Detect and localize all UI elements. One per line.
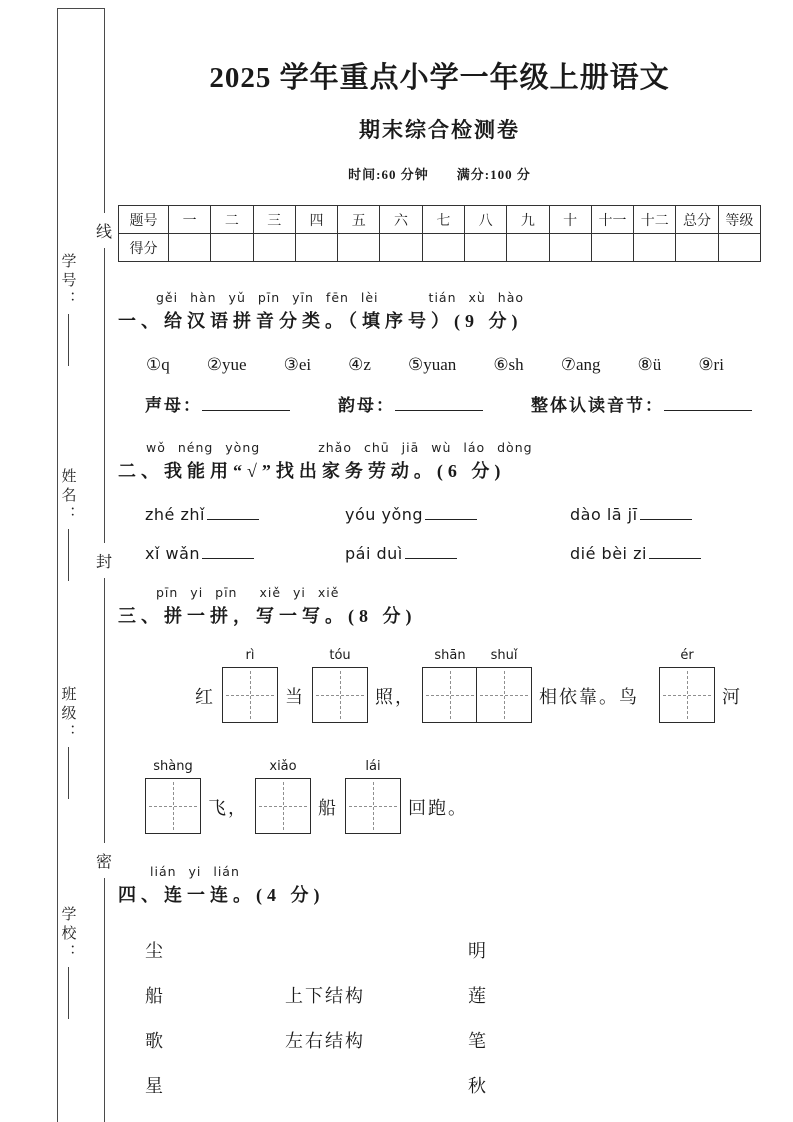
grid-cell bbox=[476, 648, 532, 723]
seal-char-mi: 密 bbox=[95, 843, 113, 878]
housework-item-pinyin: zhé zhǐ bbox=[145, 505, 205, 524]
pinyin-option: ③ei bbox=[283, 355, 312, 374]
binding-line-top bbox=[57, 8, 105, 9]
whole-syllable-blank bbox=[531, 391, 752, 416]
score-cell[interactable] bbox=[591, 234, 633, 262]
housework-item-pinyin: pái duì bbox=[345, 544, 403, 563]
pinyin-option: ⑤yuan bbox=[407, 355, 457, 374]
write-line-2 bbox=[145, 759, 761, 834]
grid-cell bbox=[145, 759, 201, 834]
name-field[interactable] bbox=[55, 468, 81, 581]
writing-grid[interactable] bbox=[312, 667, 368, 723]
whole-syllable-answer-line[interactable] bbox=[664, 395, 752, 411]
check-blank[interactable] bbox=[207, 506, 259, 520]
score-col: 九 bbox=[507, 206, 549, 234]
score-cell[interactable] bbox=[253, 234, 295, 262]
section-4-pinyin-part1: lián yi lián bbox=[150, 864, 240, 879]
housework-item bbox=[145, 505, 345, 524]
seal-char-xian: 线 bbox=[95, 213, 113, 248]
score-col: 六 bbox=[380, 206, 422, 234]
housework-item-pinyin: yóu yǒng bbox=[345, 505, 424, 524]
pinyin-options-row bbox=[146, 355, 724, 375]
write-line-1 bbox=[195, 648, 761, 723]
match-right-item[interactable]: 莲 bbox=[468, 986, 486, 1006]
score-table-score-row bbox=[119, 234, 761, 262]
seal-char-feng: 封 bbox=[95, 543, 113, 578]
housework-item bbox=[145, 544, 345, 563]
section-3-pinyin bbox=[118, 585, 761, 601]
score-col: 五 bbox=[338, 206, 380, 234]
score-row-label: 得分 bbox=[119, 234, 169, 262]
section-3-pinyin-part1: pīn yi pīn bbox=[156, 585, 238, 600]
pinyin-option: ⑥sh bbox=[493, 355, 524, 374]
match-left-item[interactable]: 歌 bbox=[145, 1031, 163, 1051]
check-blank[interactable] bbox=[649, 545, 701, 559]
name-label: 姓名： bbox=[59, 468, 76, 525]
writing-grid[interactable] bbox=[345, 778, 401, 834]
score-col: 一 bbox=[169, 206, 211, 234]
grid-cell bbox=[659, 648, 715, 723]
writing-grid[interactable] bbox=[255, 778, 311, 834]
matching-exercise bbox=[145, 929, 761, 1109]
match-right-column bbox=[468, 929, 486, 1109]
grid-cell bbox=[255, 759, 311, 834]
finals-label: 韵母： bbox=[338, 396, 395, 415]
score-cell[interactable] bbox=[507, 234, 549, 262]
write-text: 船 bbox=[318, 798, 338, 818]
score-cell[interactable] bbox=[295, 234, 337, 262]
check-blank[interactable] bbox=[405, 545, 457, 559]
grid-pinyin: tóu bbox=[329, 648, 351, 663]
section-4 bbox=[118, 864, 761, 1109]
write-text: 当 bbox=[285, 687, 305, 707]
section-3-title: 三、拼一拼，写一写。(8 分) bbox=[118, 606, 417, 626]
section-4-title: 四、连一连。(4 分) bbox=[118, 885, 325, 905]
write-text: 照， bbox=[375, 687, 415, 707]
match-middle-spacer bbox=[285, 929, 468, 974]
housework-items bbox=[145, 505, 761, 563]
housework-item bbox=[570, 544, 761, 563]
match-left-item[interactable]: 尘 bbox=[145, 941, 163, 961]
whole-syllable-label: 整体认读音节： bbox=[531, 396, 664, 415]
score-col: 三 bbox=[253, 206, 295, 234]
score-cell[interactable] bbox=[338, 234, 380, 262]
score-cell[interactable] bbox=[634, 234, 676, 262]
write-text: 红 bbox=[195, 687, 215, 707]
student-id-blank[interactable] bbox=[68, 314, 69, 366]
name-blank[interactable] bbox=[68, 529, 69, 581]
score-table-header-row bbox=[119, 206, 761, 234]
check-blank[interactable] bbox=[202, 545, 254, 559]
grid-cell bbox=[222, 648, 278, 723]
section-1-title: 一、给汉语拼音分类。（填序号）(9 分) bbox=[118, 311, 523, 331]
page-subtitle: 期末综合检测卷 bbox=[359, 118, 520, 142]
grid-cell bbox=[422, 648, 478, 723]
pinyin-option: ⑦ang bbox=[560, 355, 601, 374]
housework-item-pinyin: xǐ wǎn bbox=[145, 544, 201, 563]
section-2-pinyin-part1: wǒ néng yòng bbox=[146, 440, 261, 455]
section-1 bbox=[118, 290, 761, 416]
grid-cell bbox=[345, 759, 401, 834]
exam-content bbox=[118, 55, 761, 1109]
score-cell[interactable] bbox=[422, 234, 464, 262]
match-left-item[interactable]: 星 bbox=[145, 1076, 163, 1096]
pinyin-option: ⑧ü bbox=[637, 355, 662, 374]
pinyin-option: ②yue bbox=[206, 355, 247, 374]
pinyin-option: ⑨ri bbox=[698, 355, 724, 374]
score-cell[interactable] bbox=[549, 234, 591, 262]
match-middle-item[interactable]: 左右结构 bbox=[285, 1031, 365, 1051]
score-cell[interactable] bbox=[169, 234, 211, 262]
pinyin-option: ④z bbox=[348, 355, 371, 374]
writing-grid[interactable] bbox=[145, 778, 201, 834]
match-right-item[interactable]: 明 bbox=[468, 941, 486, 961]
writing-grid[interactable] bbox=[659, 667, 715, 723]
housework-item-pinyin: dié bèi zi bbox=[570, 544, 647, 563]
match-right-item[interactable]: 笔 bbox=[468, 1031, 486, 1051]
score-cell[interactable] bbox=[464, 234, 506, 262]
section-2 bbox=[118, 440, 761, 563]
score-col: 二 bbox=[211, 206, 253, 234]
score-col: 十一 bbox=[591, 206, 633, 234]
housework-item bbox=[570, 505, 761, 524]
score-cell[interactable] bbox=[211, 234, 253, 262]
grid-pinyin: shān bbox=[434, 648, 466, 663]
section-3 bbox=[118, 585, 761, 834]
grid-pinyin: lái bbox=[365, 759, 381, 774]
score-table-corner: 题号 bbox=[119, 206, 169, 234]
grid-pinyin: shuǐ bbox=[490, 648, 518, 663]
match-left-item[interactable]: 船 bbox=[145, 986, 163, 1006]
student-id-label: 学号： bbox=[59, 253, 76, 310]
check-blank[interactable] bbox=[640, 506, 692, 520]
score-col: 四 bbox=[295, 206, 337, 234]
score-table bbox=[118, 205, 761, 262]
finals-blank bbox=[338, 391, 483, 416]
student-id-field[interactable] bbox=[55, 253, 81, 366]
score-col: 七 bbox=[422, 206, 464, 234]
score-col: 十二 bbox=[634, 206, 676, 234]
write-text: 飞， bbox=[208, 798, 248, 818]
write-text: 相依靠。鸟 bbox=[539, 687, 639, 707]
writing-grid[interactable] bbox=[222, 667, 278, 723]
school-blank[interactable] bbox=[68, 967, 69, 1019]
pinyin-option: ①q bbox=[146, 355, 170, 374]
score-cell[interactable] bbox=[676, 234, 718, 262]
section-2-title: 二、我能用“√”找出家务劳动。(6 分) bbox=[118, 461, 506, 481]
match-middle-item[interactable]: 上下结构 bbox=[285, 986, 365, 1006]
grid-pinyin: ér bbox=[680, 648, 694, 663]
class-label: 班级： bbox=[59, 686, 76, 743]
initials-blank bbox=[145, 391, 290, 416]
grid-pinyin: xiǎo bbox=[269, 759, 297, 774]
write-text: 回跑。 bbox=[408, 798, 468, 818]
score-col: 总分 bbox=[676, 206, 718, 234]
school-label: 学校： bbox=[59, 906, 76, 963]
grid-cell bbox=[312, 648, 368, 723]
score-cell[interactable] bbox=[380, 234, 422, 262]
score-cell[interactable] bbox=[718, 234, 760, 262]
section-2-pinyin bbox=[118, 440, 761, 456]
initials-label: 声母： bbox=[145, 396, 202, 415]
section-1-pinyin bbox=[118, 290, 761, 306]
score-col: 八 bbox=[464, 206, 506, 234]
score-col: 等级 bbox=[718, 206, 760, 234]
section-3-pinyin-part2: xiě yi xiě bbox=[259, 585, 340, 600]
writing-grid[interactable] bbox=[422, 667, 478, 723]
housework-item bbox=[345, 544, 570, 563]
class-blank[interactable] bbox=[68, 747, 69, 799]
section-2-pinyin-part2: zhǎo chū jiā wù láo dòng bbox=[318, 440, 533, 455]
grid-pinyin: shàng bbox=[153, 759, 193, 774]
exam-meta: 时间:60 分钟 满分:100 分 bbox=[348, 167, 531, 182]
page-title: 2025 学年重点小学一年级上册语文 bbox=[209, 62, 670, 94]
finals-answer-line[interactable] bbox=[395, 395, 483, 411]
match-right-item[interactable]: 秋 bbox=[468, 1076, 486, 1096]
housework-item-pinyin: dào lā jī bbox=[570, 505, 638, 524]
grid-pinyin: rì bbox=[245, 648, 255, 663]
check-blank[interactable] bbox=[425, 506, 477, 520]
score-col: 十 bbox=[549, 206, 591, 234]
section-1-pinyin-part1: gěi hàn yǔ pīn yīn fēn lèi bbox=[156, 290, 379, 305]
classification-blanks bbox=[145, 391, 761, 416]
section-4-pinyin bbox=[118, 864, 761, 880]
write-text: 河 bbox=[722, 687, 742, 707]
match-middle-spacer bbox=[285, 1064, 468, 1109]
housework-item bbox=[345, 505, 570, 524]
school-field[interactable] bbox=[55, 906, 81, 1019]
section-1-pinyin-part2: tián xù hào bbox=[428, 290, 524, 305]
writing-grid[interactable] bbox=[476, 667, 532, 723]
class-field[interactable] bbox=[55, 686, 81, 799]
match-middle-column bbox=[285, 929, 468, 1109]
match-left-column bbox=[145, 929, 285, 1109]
initials-answer-line[interactable] bbox=[202, 395, 290, 411]
